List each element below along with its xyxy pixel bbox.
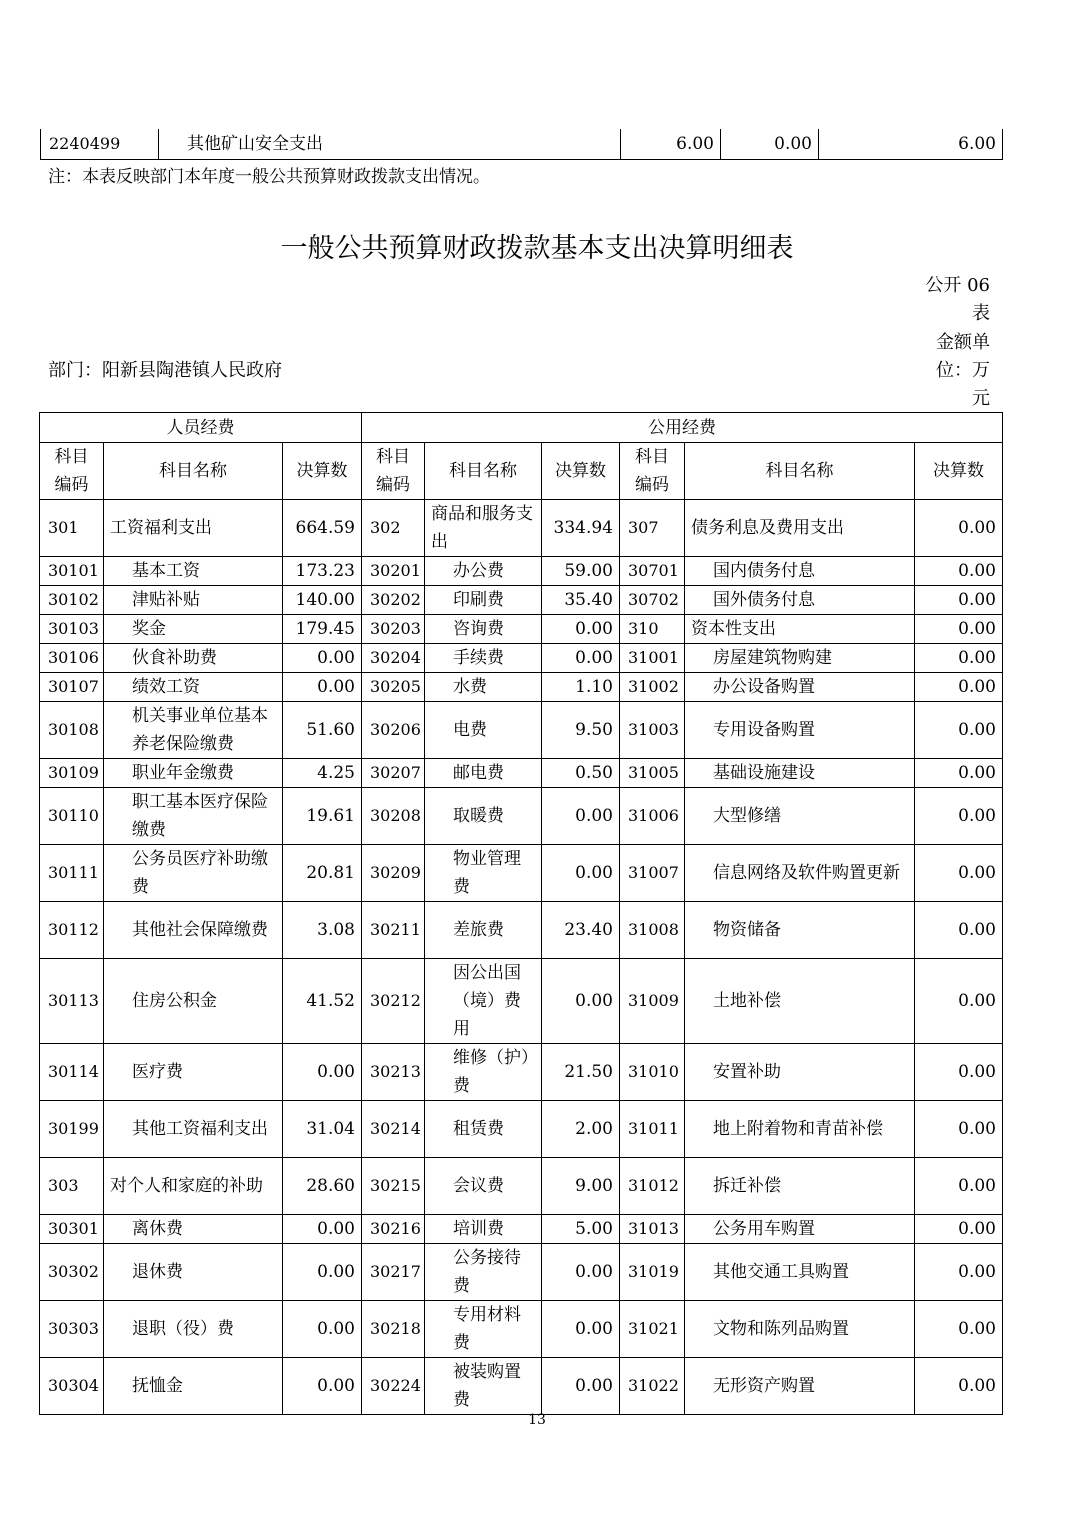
capital-code: 31010: [620, 1044, 685, 1101]
capital-code: 31021: [620, 1301, 685, 1358]
capital-name: 信息网络及软件购置更新: [685, 845, 915, 902]
capital-code: 31012: [620, 1158, 685, 1215]
public-name: 培训费: [425, 1215, 542, 1244]
personnel-name: 抚恤金: [104, 1358, 283, 1415]
public-name: 水费: [425, 673, 542, 702]
table-note: 注：本表反映部门本年度一般公共预算财政拨款支出情况。: [48, 167, 490, 187]
public-code: 30214: [362, 1101, 425, 1158]
public-amount: 23.40: [542, 902, 620, 959]
table-row: [40, 1244, 1003, 1301]
public-name: 手续费: [425, 644, 542, 673]
personnel-amount: 20.81: [283, 845, 362, 902]
public-code: 30212: [362, 959, 425, 1044]
personnel-code: 30111: [40, 845, 104, 902]
capital-name: 其他交通工具购置: [685, 1244, 915, 1301]
department-label: 部门：阳新县陶港镇人民政府: [48, 360, 282, 381]
personnel-code: 30112: [40, 902, 104, 959]
capital-code: 31011: [620, 1101, 685, 1158]
capital-code: 31007: [620, 845, 685, 902]
personnel-amount: 179.45: [283, 615, 362, 644]
capital-amount: 0.00: [915, 759, 1003, 788]
personnel-name: 职业年金缴费: [104, 759, 283, 788]
capital-code: 310: [620, 615, 685, 644]
personnel-name: 奖金: [104, 615, 283, 644]
capital-amount: 0.00: [915, 673, 1003, 702]
public-name: 办公费: [425, 557, 542, 586]
public-code: 30204: [362, 644, 425, 673]
personnel-amount: 0.00: [283, 1244, 362, 1301]
table-row: [40, 759, 1003, 788]
table-row: [40, 702, 1003, 759]
table-row: [40, 1158, 1003, 1215]
table-row: [40, 845, 1003, 902]
capital-amount: 0.00: [915, 586, 1003, 615]
prev-name: 其他矿山安全支出: [159, 129, 621, 159]
capital-amount: 0.00: [915, 1158, 1003, 1215]
personnel-amount: 3.08: [283, 902, 362, 959]
public-name: 取暖费: [425, 788, 542, 845]
capital-name: 拆迁补偿: [685, 1158, 915, 1215]
public-amount: 5.00: [542, 1215, 620, 1244]
page-title: 一般公共预算财政拨款基本支出决算明细表: [280, 233, 794, 264]
group-header-row: [40, 413, 1003, 443]
personnel-amount: 0.00: [283, 1044, 362, 1101]
table-row: [40, 1301, 1003, 1358]
public-amount: 9.50: [542, 702, 620, 759]
table-row: [41, 129, 1003, 159]
personnel-code: 30301: [40, 1215, 104, 1244]
public-amount: 0.00: [542, 959, 620, 1044]
capital-name: 国外债务付息: [685, 586, 915, 615]
personnel-code: 30114: [40, 1044, 104, 1101]
personnel-amount: 0.00: [283, 1301, 362, 1358]
personnel-name: 退职（役）费: [104, 1301, 283, 1358]
capital-code: 31003: [620, 702, 685, 759]
table-row: [40, 500, 1003, 557]
public-amount: 0.00: [542, 644, 620, 673]
public-amount: 2.00: [542, 1101, 620, 1158]
personnel-name: 离休费: [104, 1215, 283, 1244]
table-row: [40, 557, 1003, 586]
personnel-amount: 140.00: [283, 586, 362, 615]
personnel-name: 其他工资福利支出: [104, 1101, 283, 1158]
capital-amount: 0.00: [915, 1301, 1003, 1358]
public-name: 租赁费: [425, 1101, 542, 1158]
personnel-name: 医疗费: [104, 1044, 283, 1101]
previous-table-tail: [40, 129, 1003, 160]
public-code: 30208: [362, 788, 425, 845]
personnel-code: 30110: [40, 788, 104, 845]
personnel-amount: 0.00: [283, 1215, 362, 1244]
public-name: 被装购置费: [425, 1358, 542, 1415]
header-code: 科目 编码: [362, 443, 425, 500]
capital-code: 31005: [620, 759, 685, 788]
table-row: [40, 644, 1003, 673]
personnel-name: 其他社会保障缴费: [104, 902, 283, 959]
public-name: 咨询费: [425, 615, 542, 644]
column-header-row: [40, 443, 1003, 500]
personnel-code: 30108: [40, 702, 104, 759]
capital-name: 土地补偿: [685, 959, 915, 1044]
capital-name: 安置补助: [685, 1044, 915, 1101]
public-amount: 0.00: [542, 788, 620, 845]
capital-code: 307: [620, 500, 685, 557]
capital-amount: 0.00: [915, 1358, 1003, 1415]
personnel-name: 伙食补助费: [104, 644, 283, 673]
public-code: 30216: [362, 1215, 425, 1244]
capital-code: 31019: [620, 1244, 685, 1301]
amount-unit: 金额单 位：万 元: [936, 332, 990, 409]
public-code: 30201: [362, 557, 425, 586]
personnel-amount: 173.23: [283, 557, 362, 586]
public-amount: 21.50: [542, 1044, 620, 1101]
personnel-code: 30199: [40, 1101, 104, 1158]
table-row: [40, 1044, 1003, 1101]
detail-table: [39, 412, 1003, 1415]
personnel-name: 津贴补贴: [104, 586, 283, 615]
capital-name: 物资储备: [685, 902, 915, 959]
personnel-code: 30103: [40, 615, 104, 644]
personnel-name: 绩效工资: [104, 673, 283, 702]
public-amount: 0.00: [542, 615, 620, 644]
public-code: 30211: [362, 902, 425, 959]
capital-name: 无形资产购置: [685, 1358, 915, 1415]
personnel-code: 30109: [40, 759, 104, 788]
public-code: 30203: [362, 615, 425, 644]
public-code: 30213: [362, 1044, 425, 1101]
capital-amount: 0.00: [915, 615, 1003, 644]
capital-amount: 0.00: [915, 557, 1003, 586]
capital-name: 房屋建筑物购建: [685, 644, 915, 673]
personnel-code: 30304: [40, 1358, 104, 1415]
personnel-amount: 41.52: [283, 959, 362, 1044]
capital-code: 31022: [620, 1358, 685, 1415]
public-amount: 1.10: [542, 673, 620, 702]
capital-amount: 0.00: [915, 788, 1003, 845]
public-code: 30215: [362, 1158, 425, 1215]
capital-name: 国内债务付息: [685, 557, 915, 586]
capital-amount: 0.00: [915, 500, 1003, 557]
table-body: [40, 413, 1003, 1415]
capital-name: 专用设备购置: [685, 702, 915, 759]
capital-code: 31013: [620, 1215, 685, 1244]
personnel-amount: 664.59: [283, 500, 362, 557]
personnel-amount: 31.04: [283, 1101, 362, 1158]
public-code: 30224: [362, 1358, 425, 1415]
public-code: 30217: [362, 1244, 425, 1301]
table-row: [40, 959, 1003, 1044]
table-number: 公开 06 表: [925, 275, 990, 324]
prev-code: 2240499: [41, 129, 159, 159]
personnel-code: 30106: [40, 644, 104, 673]
public-amount: 0.00: [542, 1358, 620, 1415]
public-code: 30206: [362, 702, 425, 759]
capital-code: 30701: [620, 557, 685, 586]
table-row: [40, 615, 1003, 644]
public-amount: 0.00: [542, 1244, 620, 1301]
personnel-code: 30107: [40, 673, 104, 702]
capital-amount: 0.00: [915, 702, 1003, 759]
personnel-name: 职工基本医疗保险缴费: [104, 788, 283, 845]
personnel-name: 住房公积金: [104, 959, 283, 1044]
prev-v3: 6.00: [819, 129, 1003, 159]
public-amount: 35.40: [542, 586, 620, 615]
capital-code: 31008: [620, 902, 685, 959]
public-amount: 0.50: [542, 759, 620, 788]
header-amount: 决算数: [283, 443, 362, 500]
header-code: 科目 编码: [620, 443, 685, 500]
header-name: 科目名称: [104, 443, 283, 500]
public-name: 电费: [425, 702, 542, 759]
personnel-amount: 4.25: [283, 759, 362, 788]
table-row: [40, 788, 1003, 845]
public-name: 专用材料费: [425, 1301, 542, 1358]
personnel-name: 机关事业单位基本养老保险缴费: [104, 702, 283, 759]
public-name: 公务接待费: [425, 1244, 542, 1301]
public-name: 邮电费: [425, 759, 542, 788]
capital-amount: 0.00: [915, 959, 1003, 1044]
public-code: 30207: [362, 759, 425, 788]
public-amount: 0.00: [542, 845, 620, 902]
public-amount: 0.00: [542, 1301, 620, 1358]
header-name: 科目名称: [685, 443, 915, 500]
table-row: [40, 1358, 1003, 1415]
capital-name: 公务用车购置: [685, 1215, 915, 1244]
personnel-name: 对个人和家庭的补助: [104, 1158, 283, 1215]
capital-code: 31001: [620, 644, 685, 673]
table-row: [40, 673, 1003, 702]
group-public: 公用经费: [362, 413, 1003, 443]
header-amount: 决算数: [915, 443, 1003, 500]
personnel-code: 30302: [40, 1244, 104, 1301]
public-amount: 334.94: [542, 500, 620, 557]
public-name: 物业管理费: [425, 845, 542, 902]
public-code: 302: [362, 500, 425, 557]
capital-name: 地上附着物和青苗补偿: [685, 1101, 915, 1158]
prev-v1: 6.00: [621, 129, 721, 159]
public-code: 30202: [362, 586, 425, 615]
header-name: 科目名称: [425, 443, 542, 500]
public-code: 30209: [362, 845, 425, 902]
personnel-code: 30113: [40, 959, 104, 1044]
capital-name: 办公设备购置: [685, 673, 915, 702]
prev-v2: 0.00: [721, 129, 819, 159]
personnel-amount: 0.00: [283, 644, 362, 673]
capital-name: 文物和陈列品购置: [685, 1301, 915, 1358]
public-name: 会议费: [425, 1158, 542, 1215]
public-name: 维修（护）费: [425, 1044, 542, 1101]
personnel-amount: 0.00: [283, 1358, 362, 1415]
table-row: [40, 1215, 1003, 1244]
personnel-name: 基本工资: [104, 557, 283, 586]
header-amount: 决算数: [542, 443, 620, 500]
capital-amount: 0.00: [915, 1215, 1003, 1244]
capital-amount: 0.00: [915, 845, 1003, 902]
personnel-name: 退休费: [104, 1244, 283, 1301]
personnel-amount: 0.00: [283, 673, 362, 702]
capital-amount: 0.00: [915, 644, 1003, 673]
capital-code: 31006: [620, 788, 685, 845]
public-code: 30218: [362, 1301, 425, 1358]
public-amount: 9.00: [542, 1158, 620, 1215]
capital-amount: 0.00: [915, 1244, 1003, 1301]
capital-amount: 0.00: [915, 1044, 1003, 1101]
page-number: 13: [528, 1412, 546, 1428]
table-row: [40, 902, 1003, 959]
personnel-code: 301: [40, 500, 104, 557]
public-name: 商品和服务支出: [425, 500, 542, 557]
capital-code: 31002: [620, 673, 685, 702]
capital-amount: 0.00: [915, 902, 1003, 959]
public-amount: 59.00: [542, 557, 620, 586]
table-row: [40, 1101, 1003, 1158]
capital-amount: 0.00: [915, 1101, 1003, 1158]
capital-code: 31009: [620, 959, 685, 1044]
personnel-code: 303: [40, 1158, 104, 1215]
personnel-name: 工资福利支出: [104, 500, 283, 557]
personnel-name: 公务员医疗补助缴费: [104, 845, 283, 902]
personnel-code: 30101: [40, 557, 104, 586]
public-code: 30205: [362, 673, 425, 702]
capital-name: 资本性支出: [685, 615, 915, 644]
header-code: 科目 编码: [40, 443, 104, 500]
table-row: [40, 586, 1003, 615]
personnel-amount: 51.60: [283, 702, 362, 759]
personnel-amount: 28.60: [283, 1158, 362, 1215]
public-name: 印刷费: [425, 586, 542, 615]
personnel-amount: 19.61: [283, 788, 362, 845]
capital-name: 债务利息及费用支出: [685, 500, 915, 557]
personnel-code: 30303: [40, 1301, 104, 1358]
public-name: 因公出国（境）费用: [425, 959, 542, 1044]
public-name: 差旅费: [425, 902, 542, 959]
capital-code: 30702: [620, 586, 685, 615]
personnel-code: 30102: [40, 586, 104, 615]
group-personnel: 人员经费: [40, 413, 362, 443]
capital-name: 基础设施建设: [685, 759, 915, 788]
capital-name: 大型修缮: [685, 788, 915, 845]
